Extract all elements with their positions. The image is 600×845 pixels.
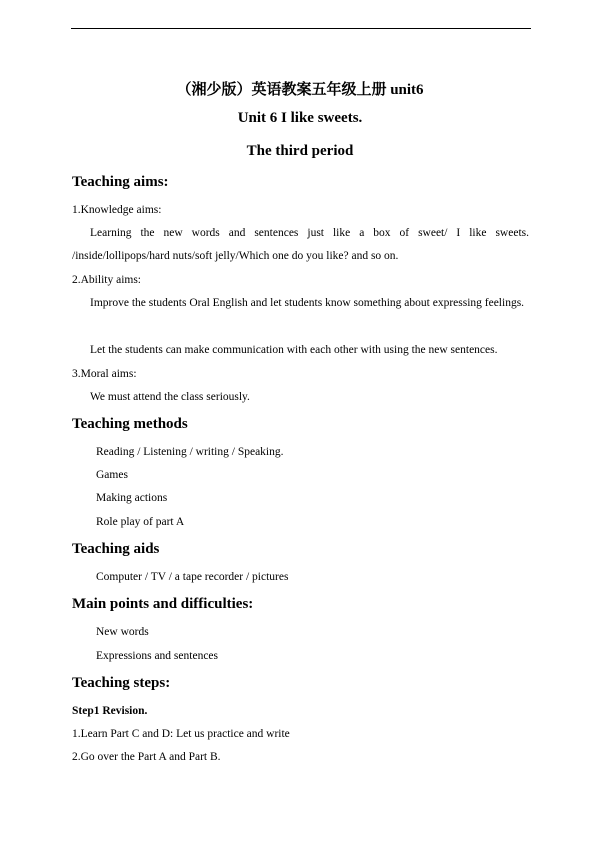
unit-title: Unit 6 I like sweets. — [237, 110, 363, 126]
main-points-heading: Main points and difficulties: — [72, 596, 254, 612]
step1-heading: Step1 Revision. — [72, 705, 148, 717]
document-title: （湘少版）英语教案五年级上册 unit6 — [176, 82, 424, 98]
knowledge-aims-label: 1.Knowledge aims: — [72, 204, 162, 216]
teaching-aims-heading: Teaching aims: — [72, 174, 169, 190]
ability-aims-label: 2.Ability aims: — [72, 274, 141, 286]
moral-aims-text: We must attend the class seriously. — [90, 391, 250, 403]
header-rule — [71, 28, 531, 29]
ability-aims-text-2: Let the students can make communication with each other with using the new sentences. — [90, 344, 498, 356]
aids-item: Computer / TV / a tape recorder / pictures — [96, 571, 289, 583]
method-item: Making actions — [96, 492, 168, 504]
method-item: Reading / Listening / writing / Speaking. — [96, 446, 284, 458]
main-point-item: New words — [96, 626, 149, 638]
teaching-methods-heading: Teaching methods — [72, 416, 188, 432]
main-point-item: Expressions and sentences — [96, 650, 218, 662]
knowledge-aims-text: Learning the new words and sentences just like a box of sweet/ I like sweets. /inside/lollipops/hard nuts/soft jelly/Which one do you like? and so on. — [72, 227, 529, 262]
teaching-steps-heading: Teaching steps: — [72, 675, 171, 691]
step-line: 2.Go over the Part A and Part B. — [72, 751, 221, 763]
period-title: The third period — [246, 143, 354, 159]
moral-aims-label: 3.Moral aims: — [72, 368, 137, 380]
teaching-aids-heading: Teaching aids — [72, 541, 160, 557]
method-item: Role play of part A — [96, 516, 185, 528]
ability-aims-text-1: Improve the students Oral English and let students know something about expressing feelings. — [90, 297, 525, 309]
method-item: Games — [96, 469, 128, 481]
step-line: 1.Learn Part C and D: Let us practice and write — [72, 728, 290, 740]
